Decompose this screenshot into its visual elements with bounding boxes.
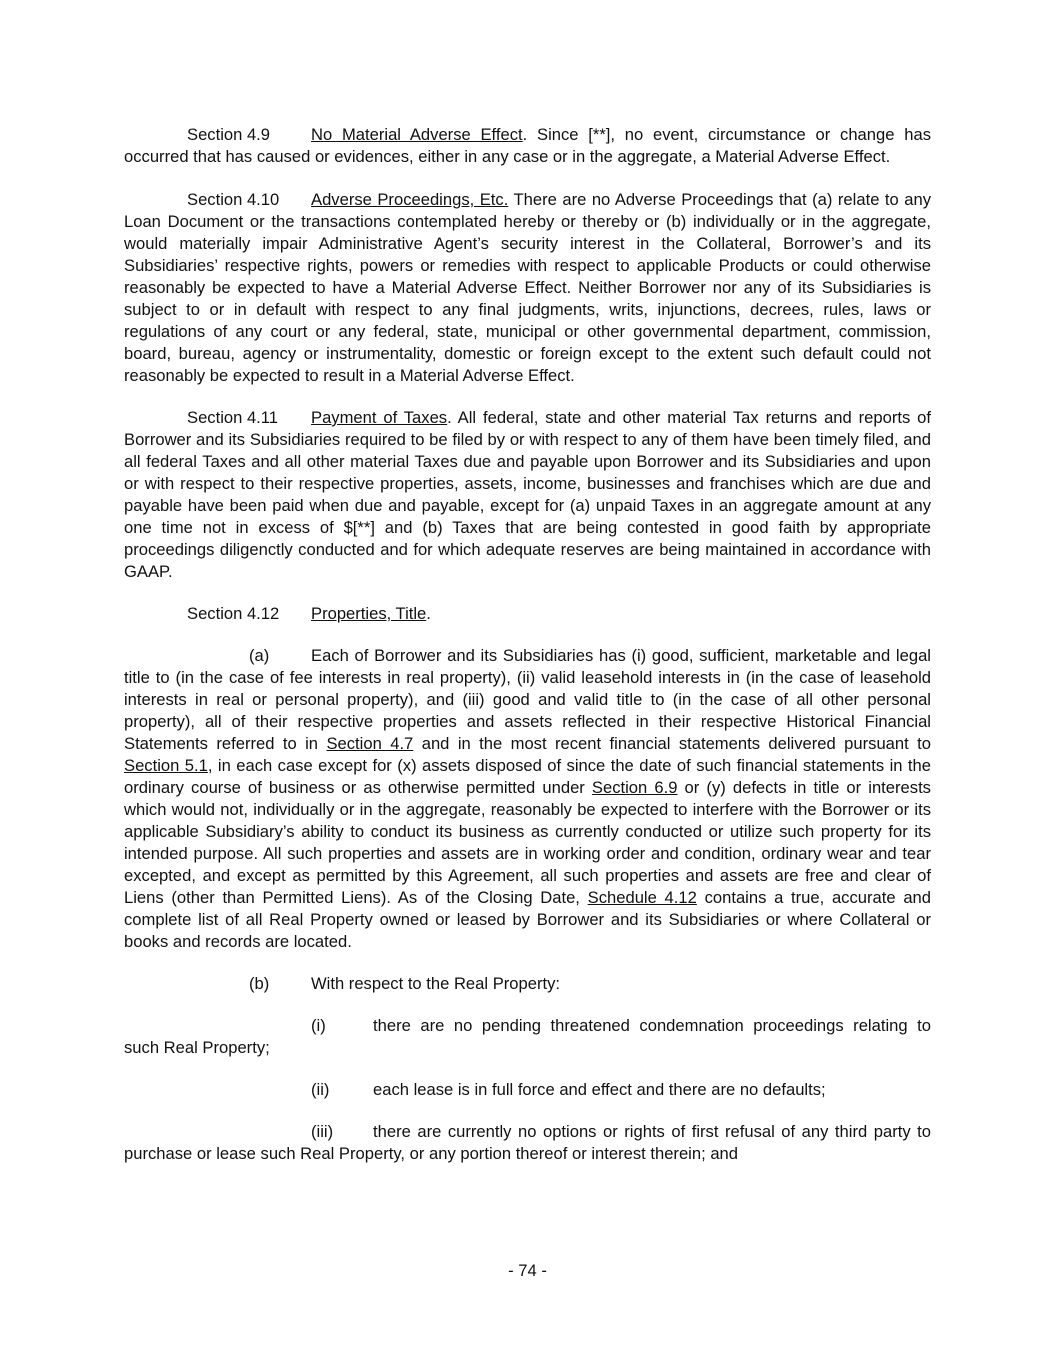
cross-reference-schedule-4-12: Schedule 4.12 bbox=[587, 888, 697, 907]
cross-reference-section-6-9: Section 6.9 bbox=[591, 778, 678, 797]
section-4-10 bbox=[124, 189, 931, 387]
list-item-label: (i) bbox=[311, 1016, 326, 1035]
section-body: There are no Adverse Proceedings that (a) relate to any Loan Document or the transactions contemplated hereby or thereby or (b) individually or in the aggregate, would materially impair Administrative Agent’s security interest in the Collateral, Borrower’s and its Subsidiaries’ respective rights, powers or remedies with respect to applicable Products or could otherwise reasonably be expected to have a Material Adverse Effect. Neither Borrower nor any of its Subsidiaries is subject to or in default with respect to any final judgments, writs, injunctions, decrees, rules, laws or regulations of any court or any federal, state, municipal or other governmental department, commission, board, bureau, agency or instrumentality, domestic or foreign except to the extent such default could not reasonably be expected to result in a Material Adverse Effect. bbox=[124, 190, 931, 385]
list-item-label: (ii) bbox=[311, 1080, 330, 1099]
document-page bbox=[124, 124, 931, 1185]
section-heading: No Material Adverse Effect bbox=[311, 125, 523, 144]
list-item-label: (iii) bbox=[311, 1122, 334, 1141]
paragraph-text: Each of Borrower and its Subsidiaries has (i) good, sufficient, marketable and legal title to (in the case of fee interests in real property), (ii) valid leasehold interests in (in the case of leasehold interests in real or personal property), and (iii) good and valid title to (in the case of all other personal property), all of their respective properties and assets reflected in their respective Historical Financial Statements referred to in bbox=[124, 646, 931, 753]
paragraph-a bbox=[124, 645, 931, 953]
section-heading: Properties, Title bbox=[311, 604, 427, 623]
paragraph-label: (b) bbox=[249, 974, 270, 993]
list-item-text: there are no pending threatened condemnation proceedings relating to such Real Property; bbox=[124, 1016, 931, 1057]
paragraph-text: and in the most recent financial statements delivered pursuant to bbox=[413, 734, 931, 753]
paragraph-text: , in each case except for (x) assets disposed of since the date of such financial statements in the ordinary course of business or as otherwise permitted under bbox=[124, 756, 932, 797]
paragraph-label: (a) bbox=[249, 646, 270, 665]
section-body: . All federal, state and other material Tax returns and reports of Borrower and its Subsidiaries required to be filed by or with respect to any of them have been timely filed, and all federal Taxes and all other material Taxes due and payable upon Borrower and its Subsidiaries and upon or with respect to their respective properties, assets, income, businesses and franchises which are due and payable have been paid when due and payable, except for (a) unpaid Taxes in an aggregate amount at any one time not in excess of $[**] and (b) Taxes that are being contested in good faith by appropriate proceedings diligenctly conducted and for which adequate reserves are being maintained in accordance with GAAP. bbox=[124, 408, 931, 581]
section-heading: Payment of Taxes bbox=[311, 408, 448, 427]
cross-reference-section-4-7: Section 4.7 bbox=[326, 734, 414, 753]
section-number: Section 4.10 bbox=[187, 190, 280, 209]
list-item-text: there are currently no options or rights of first refusal of any third party to purchase or lease such Real Property, or any portion thereof or interest therein; and bbox=[124, 1122, 931, 1163]
section-4-9 bbox=[124, 124, 931, 168]
paragraph-text: With respect to the Real Property: bbox=[311, 974, 561, 993]
section-heading: Adverse Proceedings, Etc. bbox=[311, 190, 509, 209]
list-item-text: each lease is in full force and effect and there are no defaults; bbox=[373, 1080, 826, 1099]
section-number: Section 4.9 bbox=[187, 125, 271, 144]
list-item bbox=[124, 1121, 931, 1165]
section-4-12 bbox=[124, 603, 931, 625]
list-item bbox=[124, 1015, 931, 1059]
paragraph-b bbox=[124, 973, 931, 995]
page-number: - 74 - bbox=[508, 1261, 547, 1280]
section-number: Section 4.12 bbox=[187, 604, 280, 623]
section-4-11 bbox=[124, 407, 931, 583]
section-heading-period: . bbox=[426, 604, 431, 623]
list-item bbox=[124, 1079, 931, 1101]
cross-reference-section-5-1: Section 5.1 bbox=[124, 756, 208, 775]
section-body: . Since [**], no event, circumstance or change has occurred that has caused or evidences, either in any case or in the aggregate, a Material Adverse Effect. bbox=[124, 125, 931, 166]
paragraph-text: or (y) defects in title or interests which would not, individually or in the aggregate, reasonably be expected to interfere with the Borrower or its applicable Subsidiary’s ability to conduct its business as currently conducted or utilize such property for its intended purpose. All such properties and assets are in working order and condition, ordinary wear and tear excepted, and except as permitted by this Agreement, all such properties and assets are free and clear of Liens (other than Permitted Liens). As of the Closing Date, bbox=[124, 778, 931, 907]
section-number: Section 4.11 bbox=[187, 408, 279, 427]
paragraph-text: contains a true, accurate and complete list of all Real Property owned or leased by Borrower and its Subsidiaries or where Collateral or books and records are located. bbox=[124, 888, 932, 951]
